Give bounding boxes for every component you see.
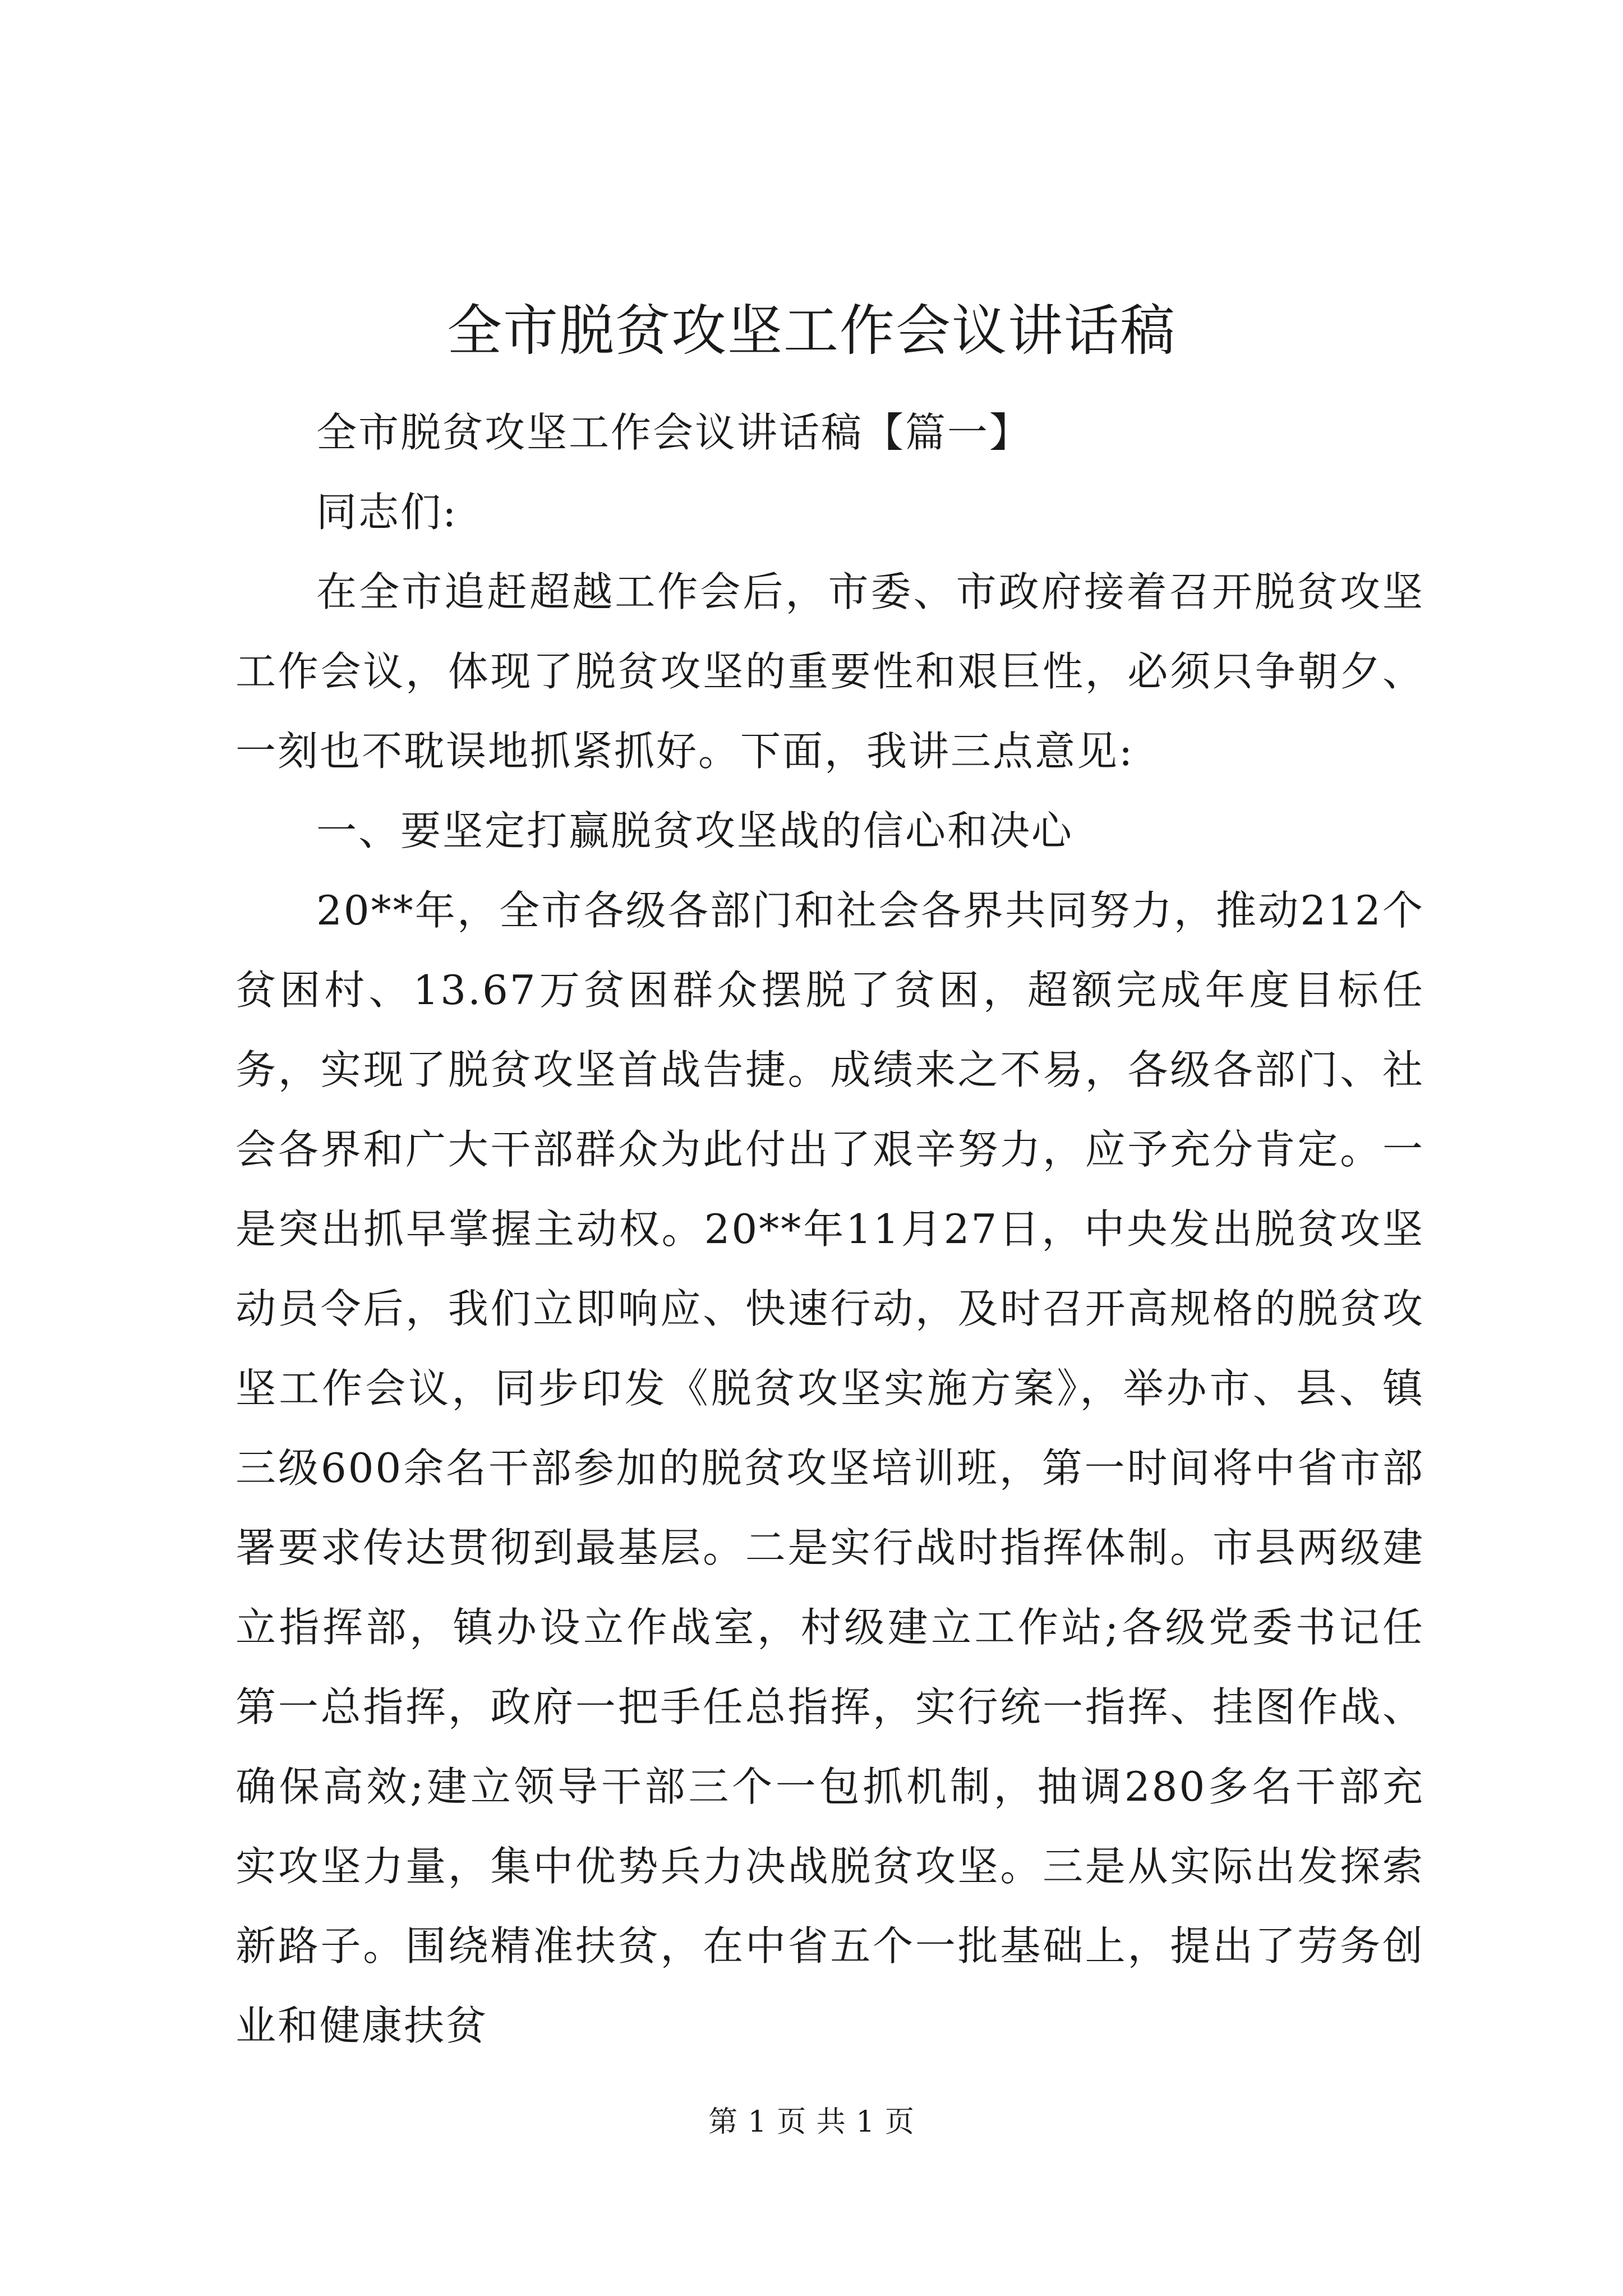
section-heading: 一、要坚定打赢脱贫攻坚战的信心和决心 — [316, 807, 1074, 854]
document-body — [236, 393, 1424, 2065]
document-title: 全市脱贫攻坚工作会议讲话稿 — [446, 299, 1176, 363]
page-footer: 第 1 页 共 1 页 — [708, 2105, 915, 2139]
paragraph-body: 20**年，全市各级各部门和社会各界共同努力，推动212个贫困村、13.67万贫困群众摆脱了贫困，超额完成年度目标任务，实现了脱贫攻坚首战告捷。成绩来之不易，各级各部门、社会各界和广大干部群众为此付出了艰辛努力，应予充分肯定。一是突出抓早掌握主动权。20**年11月27日，中央发出脱贫攻坚动员令后，我们立即响应、快速行动，及时召开高规格的脱贫攻坚工作会议，同步印发《脱贫攻坚实施方案》，举办市、县、镇三级600余名干部参加的脱贫攻坚培训班，第一时间将中省市部署要求传达贯彻到最基层。二是实行战时指挥体制。市县两级建立指挥部，镇办设立作战室，村级建立工作站;各级党委书记任第一总指挥，政府一把手任总指挥，实行统一指挥、挂图作战、确保高效;建立领导干部三个一包抓机制，抽调280多名干部充实攻坚力量，集中优势兵力决战脱贫攻坚。三是从实际出发探索新路子。围绕精准扶贫，在中省五个一批基础上，提出了劳务创业和健康扶贫 — [236, 887, 1424, 2049]
document-subtitle: 全市脱贫攻坚工作会议讲话稿【篇一】 — [316, 409, 1032, 456]
paragraph-intro: 在全市追赶超越工作会后，市委、市政府接着召开脱贫攻坚工作会议，体现了脱贫攻坚的重要性和艰巨性，必须只争朝夕、一刻也不耽误地抓紧抓好。下面，我讲三点意见: — [236, 568, 1424, 775]
salutation: 同志们: — [316, 489, 458, 536]
